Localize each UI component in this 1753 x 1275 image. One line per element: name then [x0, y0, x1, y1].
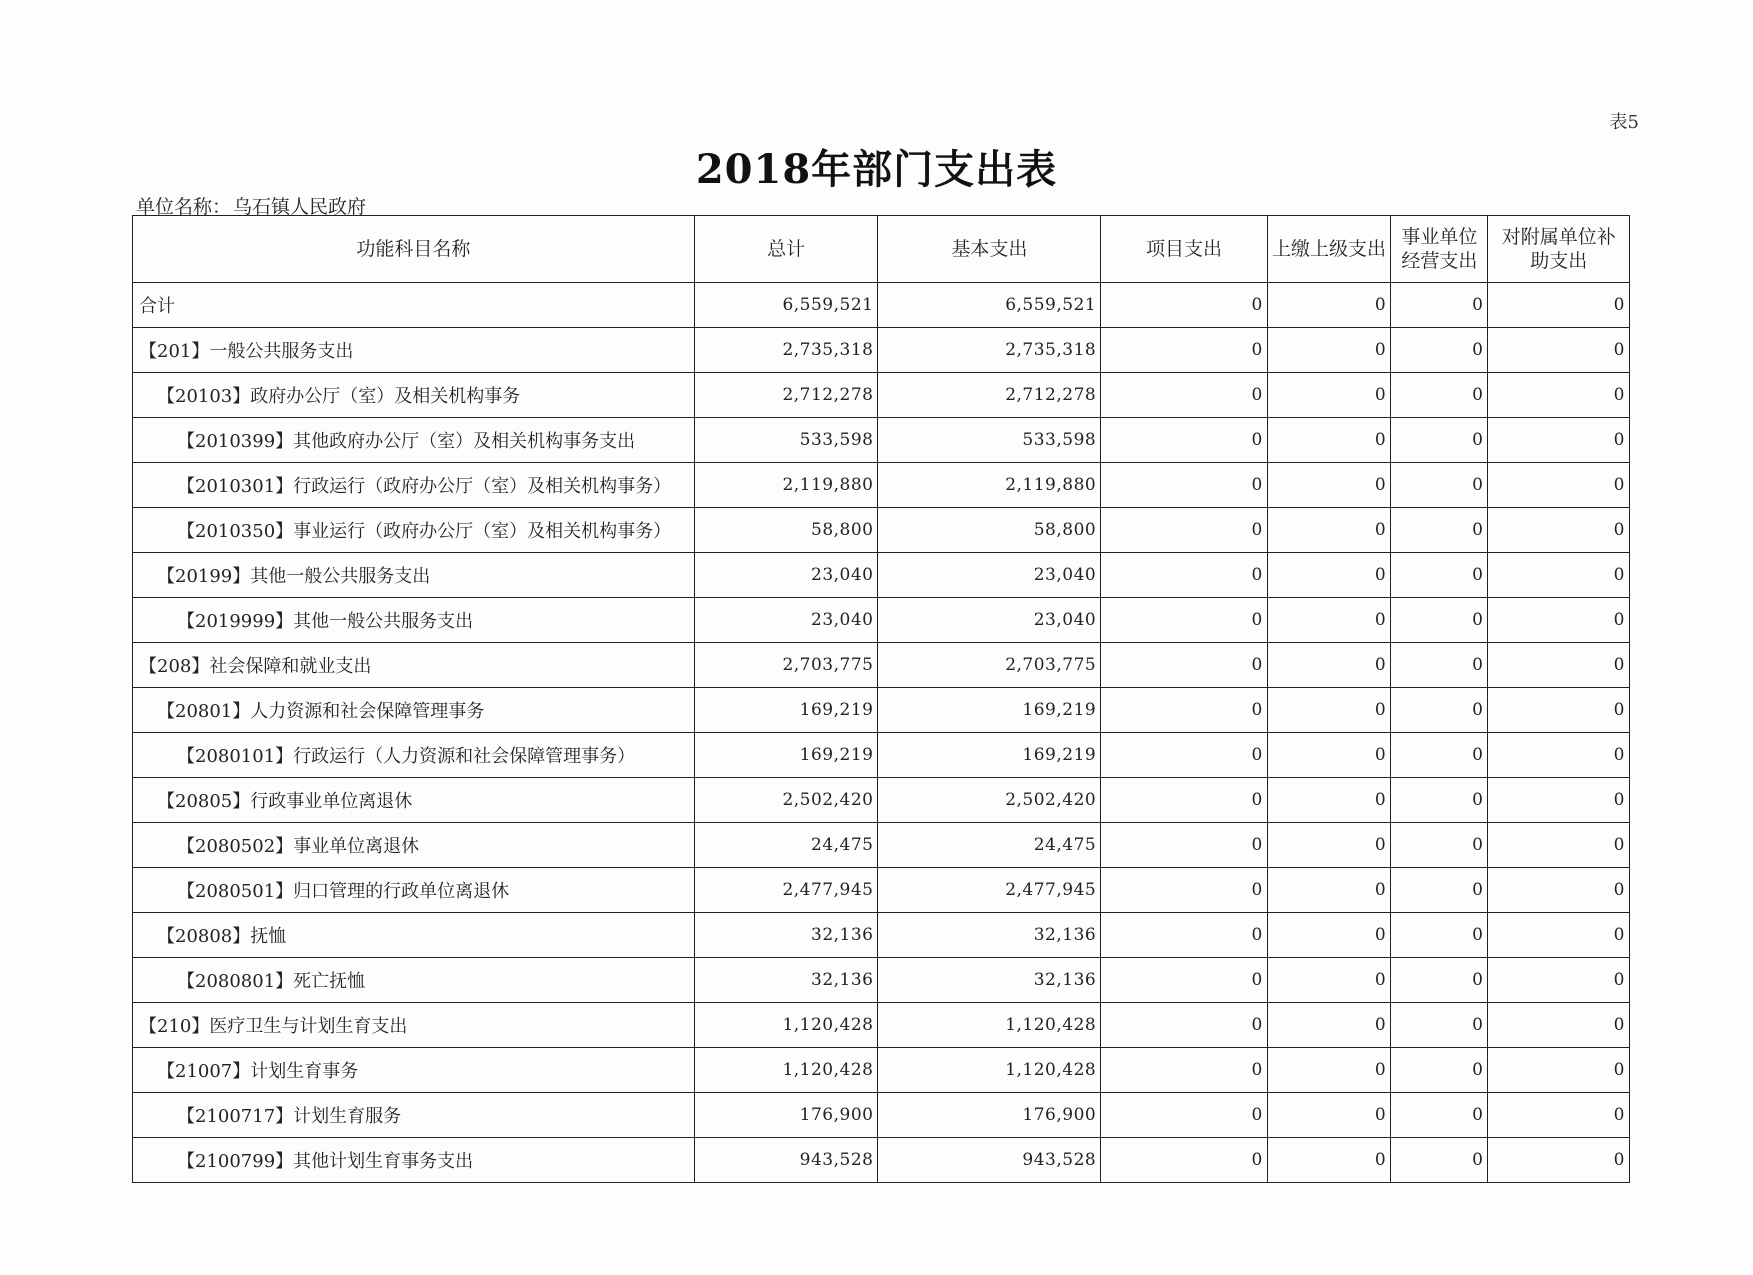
basic-expense-cell: 58,800: [878, 508, 1101, 553]
total-cell: 23,040: [694, 553, 878, 598]
project-expense-cell: 0: [1101, 463, 1268, 508]
header-total: 总计: [694, 216, 878, 283]
total-cell: 533,598: [694, 418, 878, 463]
table-header-row: [133, 216, 1630, 283]
business-operation-cell: 0: [1391, 598, 1488, 643]
basic-expense-cell: 176,900: [878, 1093, 1101, 1138]
table-row: [133, 373, 1630, 418]
table-row: [133, 733, 1630, 778]
subject-name-cell: 【210】医疗卫生与计划生育支出: [133, 1003, 695, 1048]
subsidiary-subsidy-cell: 0: [1488, 598, 1630, 643]
header-project-expense: 项目支出: [1101, 216, 1268, 283]
table-row: [133, 328, 1630, 373]
total-cell: 1,120,428: [694, 1003, 878, 1048]
remit-upper-level-cell: 0: [1267, 508, 1390, 553]
total-cell: 2,735,318: [694, 328, 878, 373]
total-cell: 169,219: [694, 733, 878, 778]
remit-upper-level-cell: 0: [1267, 868, 1390, 913]
subsidiary-subsidy-cell: 0: [1488, 643, 1630, 688]
table-row: [133, 1138, 1630, 1183]
remit-upper-level-cell: 0: [1267, 463, 1390, 508]
project-expense-cell: 0: [1101, 778, 1268, 823]
business-operation-cell: 0: [1391, 958, 1488, 1003]
basic-expense-cell: 24,475: [878, 823, 1101, 868]
business-operation-cell: 0: [1391, 553, 1488, 598]
project-expense-cell: 0: [1101, 508, 1268, 553]
subsidiary-subsidy-cell: 0: [1488, 1048, 1630, 1093]
total-cell: 1,120,428: [694, 1048, 878, 1093]
subsidiary-subsidy-cell: 0: [1488, 1003, 1630, 1048]
subsidiary-subsidy-cell: 0: [1488, 958, 1630, 1003]
basic-expense-cell: 2,712,278: [878, 373, 1101, 418]
remit-upper-level-cell: 0: [1267, 553, 1390, 598]
remit-upper-level-cell: 0: [1267, 913, 1390, 958]
remit-upper-level-cell: 0: [1267, 1003, 1390, 1048]
subsidiary-subsidy-cell: 0: [1488, 1093, 1630, 1138]
business-operation-cell: 0: [1391, 688, 1488, 733]
business-operation-cell: 0: [1391, 1093, 1488, 1138]
subsidiary-subsidy-cell: 0: [1488, 283, 1630, 328]
subsidiary-subsidy-cell: 0: [1488, 1138, 1630, 1183]
remit-upper-level-cell: 0: [1267, 283, 1390, 328]
table-row: [133, 598, 1630, 643]
subject-name-cell: 【2100799】其他计划生育事务支出: [133, 1138, 695, 1183]
business-operation-cell: 0: [1391, 913, 1488, 958]
remit-upper-level-cell: 0: [1267, 1138, 1390, 1183]
page-title: 2018年部门支出表: [695, 146, 1058, 193]
total-cell: 23,040: [694, 598, 878, 643]
project-expense-cell: 0: [1101, 553, 1268, 598]
project-expense-cell: 0: [1101, 1048, 1268, 1093]
table-body: [133, 283, 1630, 1183]
basic-expense-cell: 23,040: [878, 598, 1101, 643]
subsidiary-subsidy-cell: 0: [1488, 463, 1630, 508]
basic-expense-cell: 169,219: [878, 733, 1101, 778]
subsidiary-subsidy-cell: 0: [1488, 913, 1630, 958]
total-cell: 2,477,945: [694, 868, 878, 913]
basic-expense-cell: 2,735,318: [878, 328, 1101, 373]
remit-upper-level-cell: 0: [1267, 958, 1390, 1003]
total-cell: 32,136: [694, 958, 878, 1003]
total-cell: 6,559,521: [694, 283, 878, 328]
basic-expense-cell: 32,136: [878, 913, 1101, 958]
remit-upper-level-cell: 0: [1267, 418, 1390, 463]
subject-name-cell: 【2080101】行政运行（人力资源和社会保障管理事务）: [133, 733, 695, 778]
project-expense-cell: 0: [1101, 643, 1268, 688]
remit-upper-level-cell: 0: [1267, 373, 1390, 418]
business-operation-cell: 0: [1391, 418, 1488, 463]
subject-name-cell: 【20805】行政事业单位离退休: [133, 778, 695, 823]
basic-expense-cell: 943,528: [878, 1138, 1101, 1183]
header-function-subject: 功能科目名称: [133, 216, 695, 283]
total-cell: 2,703,775: [694, 643, 878, 688]
subsidiary-subsidy-cell: 0: [1488, 553, 1630, 598]
remit-upper-level-cell: 0: [1267, 1048, 1390, 1093]
total-cell: 2,119,880: [694, 463, 878, 508]
remit-upper-level-cell: 0: [1267, 823, 1390, 868]
basic-expense-cell: 2,703,775: [878, 643, 1101, 688]
business-operation-cell: 0: [1391, 778, 1488, 823]
subsidiary-subsidy-cell: 0: [1488, 778, 1630, 823]
subject-name-cell: 【2010301】行政运行（政府办公厅（室）及相关机构事务）: [133, 463, 695, 508]
table-number: 表5: [1609, 112, 1639, 133]
basic-expense-cell: 6,559,521: [878, 283, 1101, 328]
basic-expense-cell: 1,120,428: [878, 1003, 1101, 1048]
table-row: [133, 418, 1630, 463]
subject-name-cell: 【20801】人力资源和社会保障管理事务: [133, 688, 695, 733]
header-business-operation: 事业单位经营支出: [1391, 216, 1488, 283]
subject-name-cell: 【2010399】其他政府办公厅（室）及相关机构事务支出: [133, 418, 695, 463]
project-expense-cell: 0: [1101, 418, 1268, 463]
business-operation-cell: 0: [1391, 868, 1488, 913]
table-row: [133, 1048, 1630, 1093]
business-operation-cell: 0: [1391, 733, 1488, 778]
business-operation-cell: 0: [1391, 328, 1488, 373]
subject-name-cell: 【20808】抚恤: [133, 913, 695, 958]
project-expense-cell: 0: [1101, 868, 1268, 913]
project-expense-cell: 0: [1101, 1138, 1268, 1183]
project-expense-cell: 0: [1101, 823, 1268, 868]
total-cell: 943,528: [694, 1138, 878, 1183]
subsidiary-subsidy-cell: 0: [1488, 868, 1630, 913]
project-expense-cell: 0: [1101, 598, 1268, 643]
subject-name-cell: 【20103】政府办公厅（室）及相关机构事务: [133, 373, 695, 418]
total-cell: 24,475: [694, 823, 878, 868]
business-operation-cell: 0: [1391, 1003, 1488, 1048]
basic-expense-cell: 32,136: [878, 958, 1101, 1003]
table-row: [133, 958, 1630, 1003]
unit-name-value: 乌石镇人民政府: [233, 196, 367, 218]
subject-name-cell: 【2100717】计划生育服务: [133, 1093, 695, 1138]
basic-expense-cell: 169,219: [878, 688, 1101, 733]
remit-upper-level-cell: 0: [1267, 643, 1390, 688]
basic-expense-cell: 533,598: [878, 418, 1101, 463]
remit-upper-level-cell: 0: [1267, 688, 1390, 733]
header-basic-expense: 基本支出: [878, 216, 1101, 283]
business-operation-cell: 0: [1391, 508, 1488, 553]
project-expense-cell: 0: [1101, 1093, 1268, 1138]
subject-name-cell: 合计: [133, 283, 695, 328]
table-row: [133, 688, 1630, 733]
basic-expense-cell: 23,040: [878, 553, 1101, 598]
basic-expense-cell: 2,119,880: [878, 463, 1101, 508]
subsidiary-subsidy-cell: 0: [1488, 823, 1630, 868]
business-operation-cell: 0: [1391, 823, 1488, 868]
subsidiary-subsidy-cell: 0: [1488, 373, 1630, 418]
total-cell: 2,502,420: [694, 778, 878, 823]
business-operation-cell: 0: [1391, 643, 1488, 688]
total-cell: 2,712,278: [694, 373, 878, 418]
basic-expense-cell: 1,120,428: [878, 1048, 1101, 1093]
remit-upper-level-cell: 0: [1267, 1093, 1390, 1138]
subject-name-cell: 【20199】其他一般公共服务支出: [133, 553, 695, 598]
table-row: [133, 913, 1630, 958]
remit-upper-level-cell: 0: [1267, 778, 1390, 823]
subject-name-cell: 【208】社会保障和就业支出: [133, 643, 695, 688]
business-operation-cell: 0: [1391, 463, 1488, 508]
remit-upper-level-cell: 0: [1267, 733, 1390, 778]
table-row: [133, 553, 1630, 598]
table-row: [133, 508, 1630, 553]
project-expense-cell: 0: [1101, 1003, 1268, 1048]
subject-name-cell: 【2080502】事业单位离退休: [133, 823, 695, 868]
basic-expense-cell: 2,477,945: [878, 868, 1101, 913]
subject-name-cell: 【2019999】其他一般公共服务支出: [133, 598, 695, 643]
table-row: [133, 868, 1630, 913]
project-expense-cell: 0: [1101, 328, 1268, 373]
expense-table: [132, 215, 1630, 1183]
subject-name-cell: 【2080501】归口管理的行政单位离退休: [133, 868, 695, 913]
subject-name-cell: 【2010350】事业运行（政府办公厅（室）及相关机构事务）: [133, 508, 695, 553]
basic-expense-cell: 2,502,420: [878, 778, 1101, 823]
business-operation-cell: 0: [1391, 283, 1488, 328]
table-row: [133, 823, 1630, 868]
subsidiary-subsidy-cell: 0: [1488, 328, 1630, 373]
remit-upper-level-cell: 0: [1267, 328, 1390, 373]
remit-upper-level-cell: 0: [1267, 598, 1390, 643]
subject-name-cell: 【201】一般公共服务支出: [133, 328, 695, 373]
subsidiary-subsidy-cell: 0: [1488, 418, 1630, 463]
business-operation-cell: 0: [1391, 1138, 1488, 1183]
subsidiary-subsidy-cell: 0: [1488, 733, 1630, 778]
project-expense-cell: 0: [1101, 373, 1268, 418]
total-cell: 32,136: [694, 913, 878, 958]
total-cell: 176,900: [694, 1093, 878, 1138]
table-row: [133, 283, 1630, 328]
total-cell: 58,800: [694, 508, 878, 553]
header-remit-upper-level: 上缴上级支出: [1267, 216, 1390, 283]
subsidiary-subsidy-cell: 0: [1488, 508, 1630, 553]
subsidiary-subsidy-cell: 0: [1488, 688, 1630, 733]
unit-name-label: 单位名称：: [136, 196, 232, 218]
project-expense-cell: 0: [1101, 283, 1268, 328]
subject-name-cell: 【21007】计划生育事务: [133, 1048, 695, 1093]
business-operation-cell: 0: [1391, 1048, 1488, 1093]
subject-name-cell: 【2080801】死亡抚恤: [133, 958, 695, 1003]
table-row: [133, 1003, 1630, 1048]
project-expense-cell: 0: [1101, 733, 1268, 778]
business-operation-cell: 0: [1391, 373, 1488, 418]
project-expense-cell: 0: [1101, 913, 1268, 958]
header-subsidiary-subsidy: 对附属单位补助支出: [1488, 216, 1630, 283]
table-row: [133, 778, 1630, 823]
project-expense-cell: 0: [1101, 958, 1268, 1003]
table-row: [133, 1093, 1630, 1138]
table-row: [133, 463, 1630, 508]
total-cell: 169,219: [694, 688, 878, 733]
table-row: [133, 643, 1630, 688]
project-expense-cell: 0: [1101, 688, 1268, 733]
